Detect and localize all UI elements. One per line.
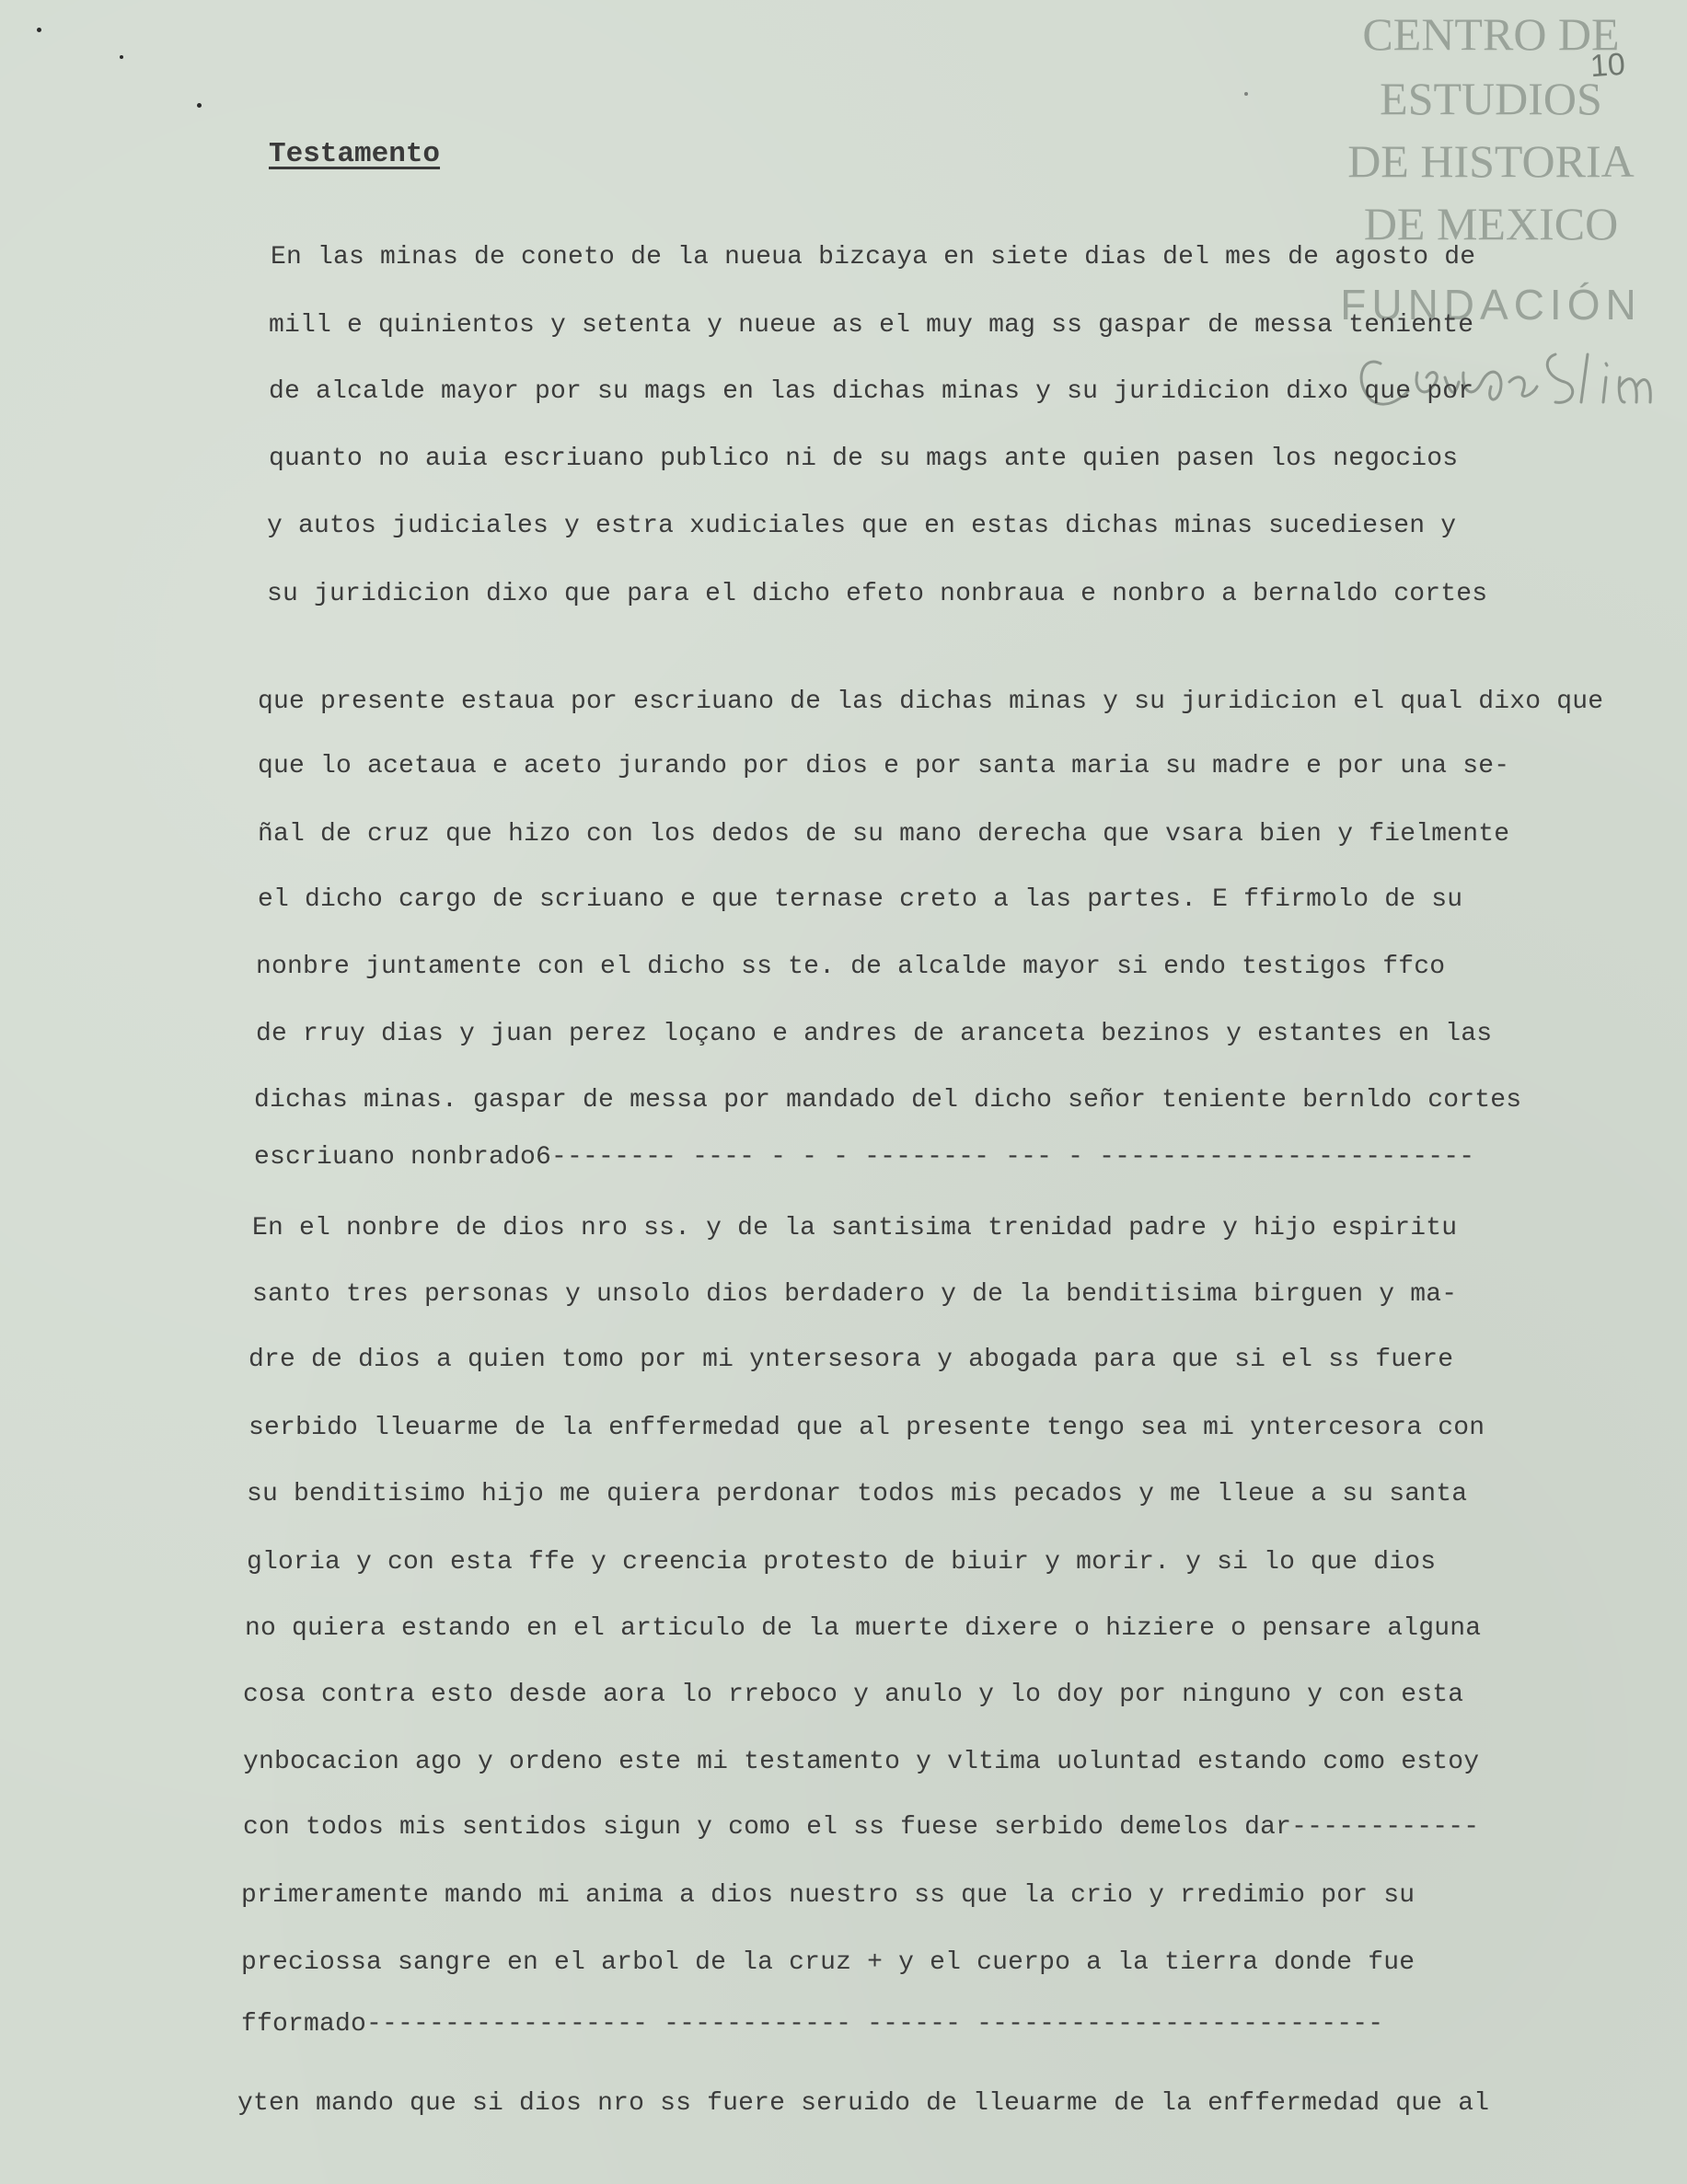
text-line: su juridicion dixo que para el dicho efeto nonbraua e nonbro a bernaldo cortes	[267, 580, 1488, 608]
text-line: En las minas de coneto de la nueua bizcaya en siete dias del mes de agosto de	[271, 243, 1476, 272]
ink-speck	[1244, 92, 1248, 96]
archive-watermark	[1307, 0, 1684, 423]
text-line: dre de dios a quien tomo por mi yntersesora y abogada para que si el ss fuere	[248, 1346, 1454, 1374]
text-line: no quiera estando en el articulo de la muerte dixere o hiziere o pensare alguna	[245, 1614, 1482, 1643]
text-line: yten mando que si dios nro ss fuere seruido de lleuarme de la enffermedad que al	[237, 2089, 1490, 2118]
text-line: gloria y con esta ffe y creencia protesto de biuir y morir. y si lo que dios	[247, 1548, 1437, 1577]
watermark-line-2: ESTUDIOS	[1380, 73, 1602, 124]
page-number: 10	[1589, 46, 1627, 85]
document-title: Testamento	[269, 138, 441, 170]
text-line: preciossa sangre en el arbol de la cruz + y el cuerpo a la tierra donde fue	[241, 1948, 1415, 1977]
ink-speck	[120, 55, 123, 59]
text-line: cosa contra esto desde aora lo rreboco y anulo y lo doy por ninguno y con esta	[243, 1681, 1464, 1709]
text-line: nonbre juntamente con el dicho ss te. de alcalde mayor si endo testigos ffco	[256, 953, 1446, 981]
ink-speck	[37, 28, 41, 32]
watermark-line-5: FUNDACIÓN	[1340, 281, 1642, 329]
watermark-line-4: DE MEXICO	[1363, 198, 1619, 249]
text-line: santo tres personas y unsolo dios berdadero y de la benditisima birguen y ma-	[252, 1280, 1458, 1309]
text-line: mill e quinientos y setenta y nueue as el muy mag ss gaspar de messa teniente	[269, 311, 1474, 340]
ink-speck	[197, 103, 202, 108]
text-line: fformado------------------ ------------ ------ --------------------------	[241, 2010, 1384, 2039]
text-line: serbido lleuarme de la enffermedad que al presente tengo sea mi yntercesora con	[248, 1414, 1485, 1442]
text-line: el dicho cargo de scriuano e que ternase creto a las partes. E ffirmolo de su	[258, 885, 1463, 914]
text-line: que presente estaua por escriuano de las dichas minas y su juridicion el qual dixo que	[258, 688, 1604, 716]
text-line: de rruy dias y juan perez loçano e andres de aranceta bezinos y estantes en las	[256, 1020, 1493, 1048]
text-line: En el nonbre de dios nro ss. y de la santisima trenidad padre y hijo espiritu	[252, 1214, 1458, 1242]
watermark-line-1: CENTRO DE	[1362, 8, 1620, 60]
watermark-line-3: DE HISTORIA	[1347, 135, 1635, 187]
text-line: de alcalde mayor por su mags en las dichas minas y su juridicion dixo que por	[269, 377, 1474, 406]
text-line: que lo acetaua e aceto jurando por dios e por santa maria su madre e por una se-	[258, 752, 1510, 780]
text-line: dichas minas. gaspar de messa por mandado del dicho señor teniente bernldo cortes	[254, 1086, 1522, 1115]
text-line: primeramente mando mi anima a dios nuestro ss que la crio y rredimio por su	[241, 1881, 1415, 1910]
text-line: quanto no auia escriuano publico ni de su mags ante quien pasen los negocios	[269, 445, 1459, 473]
text-line: con todos mis sentidos sigun y como el ss fuese serbido demelos dar------------	[243, 1813, 1480, 1842]
text-line: y autos judiciales y estra xudiciales que en estas dichas minas sucediesen y	[267, 512, 1457, 540]
text-line: escriuano nonbrado6-------- ---- - - - -------- --- - ------------------------	[254, 1143, 1475, 1172]
text-line: ñal de cruz que hizo con los dedos de su mano derecha que vsara bien y fielmente	[258, 820, 1510, 849]
text-line: ynbocacion ago y ordeno este mi testamento y vltima uoluntad estando como estoy	[243, 1748, 1480, 1776]
text-line: su benditisimo hijo me quiera perdonar todos mis pecados y me lleue a su santa	[247, 1480, 1468, 1508]
